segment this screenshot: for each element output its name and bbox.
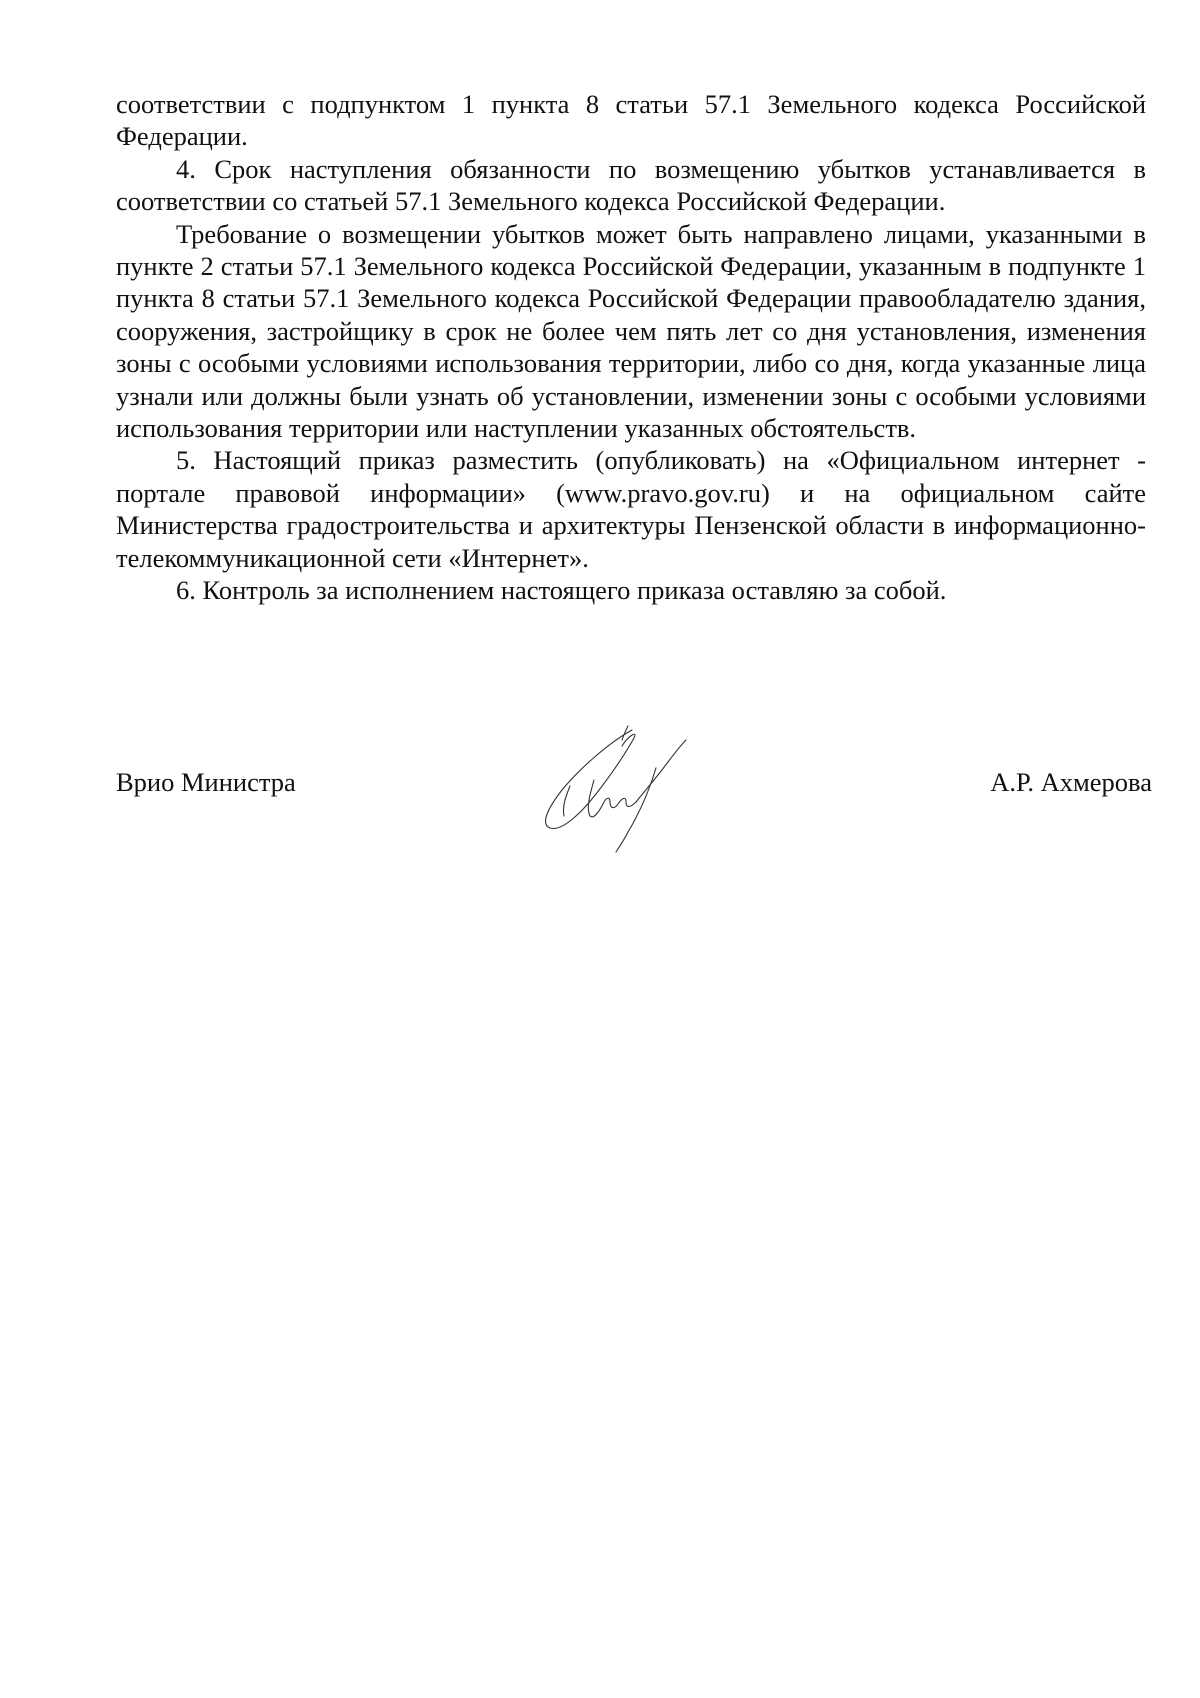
handwritten-signature-icon [510, 716, 700, 856]
signature-block [116, 738, 1152, 878]
document-body [116, 88, 1146, 607]
paragraph-item-4: 4. Срок наступления обязанности по возмещению убытков устанавливается в соответствии со статьей 57.1 Земельного кодекса Российской Федерации. [116, 153, 1146, 217]
signatory-title: Врио Министра [116, 767, 296, 797]
paragraph-item-5: 5. Настоящий приказ разместить (опубликовать) на «Официальном интернет - портале правовой информации» (www.pravo.gov.ru) и на официальном сайте Министерства градостроительства и архитектуры Пензенской области в информационно-телекоммуникационной сети «Интернет». [116, 445, 1146, 573]
paragraph-damages-claim: Требование о возмещении убытков может быть направлено лицами, указанными в пункте 2 статьи 57.1 Земельного кодекса Российской Федерации, указанным в подпункте 1 пункта 8 статьи 57.1 Земельного кодекса Российской Федерации правообладателю здания, сооружения, застройщику в срок не более чем пять лет со дня установления, изменения зоны с особыми условиями использования территории, либо со дня, когда указанные лица узнали или должны были узнать об установлении, изменении зоны с особыми условиями использования территории или наступлении указанных обстоятельств. [116, 218, 1146, 444]
paragraph-continuation: соответствии с подпунктом 1 пункта 8 статьи 57.1 Земельного кодекса Российской Федерации. [116, 89, 1146, 152]
paragraph-item-6: 6. Контроль за исполнением настоящего приказа оставляю за собой. [176, 575, 947, 606]
signatory-name: А.Р. Ахмерова [990, 767, 1152, 797]
